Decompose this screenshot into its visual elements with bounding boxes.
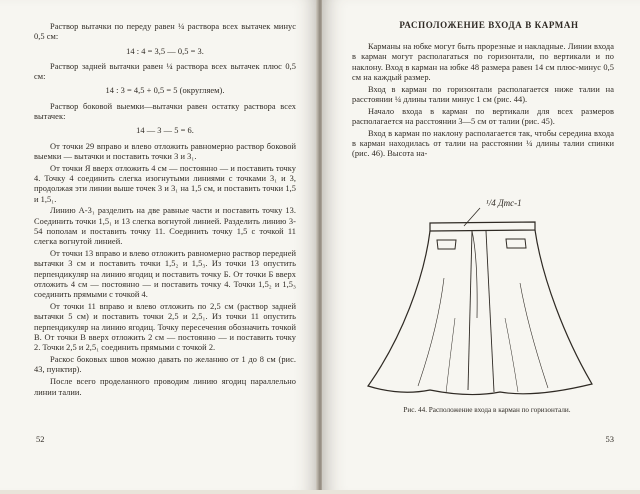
page-number-left: 52 — [36, 434, 45, 444]
paragraph: Раствор боковой выемки—вытачки равен остатку раствора всех вытачек: — [34, 101, 296, 122]
skirt-drawing — [360, 198, 600, 402]
figure-measurement-label: ¹/4 Дтс-1 — [486, 198, 522, 208]
paragraph: Раскос боковых швов можно давать по желанию от 1 до 8 см (рис. 43, пунктир). — [34, 355, 296, 375]
paragraph: От точки 29 вправо и влево отложить равномерно раствор боковой выемки — вытачки и поставить точки 3 и 3₁. — [34, 141, 296, 161]
paragraph: Раствор задней вытачки равен ¼ раствора всех вытачек плюс 0,5 см: — [34, 61, 296, 82]
paragraph: После всего проделанного проводим линию ягодиц параллельно линии талии. — [34, 377, 296, 397]
paragraph: Вход в карман по наклону располагается так, чтобы середина входа в карман находилась от талии на расстоянии ¼ длины талии спинки (рис. 46). Высота на- — [352, 128, 614, 159]
paragraph: От точки 11 вправо и влево отложить по 2,5 см (раствор задней вытачки 5 см) и поставить точки 2,5 и 2,5₁. Из точки 11 опустить перпендикуляр на линию ягодиц. Точку пересечения обозначить точкой В. От точки В вверх отложить 2 см — постоянно — и поставить точку 2. Точки 2,5 и 2,5₁ соединить прямыми с точкой 2. — [34, 302, 296, 353]
paragraph: Вход в карман по горизонтали располагается ниже талии на расстоянии ¼ длины талии минус 1 см (рис. 44). — [352, 84, 614, 104]
paragraph: Начало входа в карман по вертикали для всех размеров располагается на расстоянии 3—5 см от талии (рис. 45). — [352, 106, 614, 127]
right-page-text — [352, 42, 614, 161]
paragraph: Раствор вытачки по переду равен ¼ раствора всех вытачек минус 0,5 см: — [34, 22, 296, 42]
figure-caption: Рис. 44. Расположение входа в карман по горизонтали. — [403, 406, 571, 414]
skirt-figure — [360, 198, 600, 402]
paragraph: От точки 13 вправо и влево отложить равномерно раствор передней вытачки 3 см и поставить точки 1,5₂ и 1,5₃. Из точки 13 опустить перпендикуляр на линию ягодиц и поставить точку Б. От точки Б вверх отложить 4 см — постоянно — и поставить точку 4. Точки 1,5₂ и 1,5₃ соединить прямыми с точкой 4. — [34, 249, 296, 300]
formula: 14 — 3 — 5 = 6. — [136, 126, 194, 136]
formula: 14 : 3 = 4,5 + 0,5 = 5 (округляем). — [105, 86, 225, 96]
section-title: РАСПОЛОЖЕНИЕ ВХОДА В КАРМАН — [399, 20, 579, 30]
left-page — [0, 0, 318, 494]
left-page-text — [34, 22, 296, 399]
paragraph: Карманы на юбке могут быть прорезные и накладные. Линии входа в карман могут располагаться по горизонтали, по вертикали и по наклону. Вход в карман на юбке 48 размера равен 14 см плюс-минус 0,5 см на каждый размер. — [352, 42, 614, 82]
page-edge-bottom — [0, 490, 640, 494]
paragraph: Линию А-3₁ разделить на две равные части и поставить точку 13. Соединить точки 1,5₁ и 13 слегка вогнутой линией. Разделить линию 3-54 пополам и поставить точку 11. Соединить точку 1,5 с точкой 11 слегка вогнутой линией. — [34, 206, 296, 247]
formula: 14 : 4 = 3,5 — 0,5 = 3. — [126, 46, 204, 56]
right-page — [322, 0, 640, 494]
paragraph: От точки Я вверх отложить 4 см — постоянно — и поставить точку 4. Точку 4 соединить слегка изогнутыми линиями с точками 3₁ и 3, продолжая эти линии выше точек 3 и 3₁ на 1,5 см, и поставить точки 1,5 и 1,5₁. — [34, 163, 296, 204]
page-number-right: 53 — [605, 434, 614, 444]
